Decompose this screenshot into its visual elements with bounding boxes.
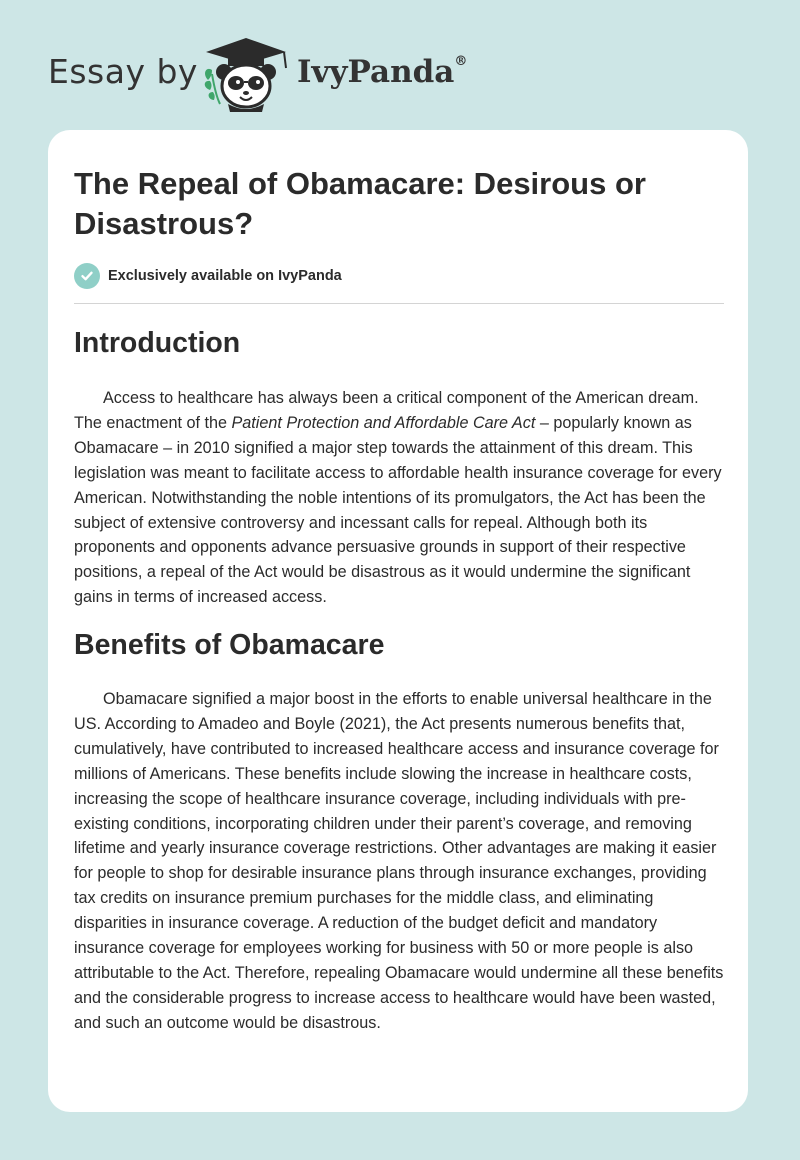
article-title: The Repeal of Obamacare: Desirous or Disastrous? xyxy=(74,166,646,241)
site-header xyxy=(0,0,800,130)
exclusive-badge xyxy=(74,263,342,289)
ivypanda-logo-icon[interactable] xyxy=(200,34,292,112)
check-icon xyxy=(74,263,100,289)
benefits-paragraph: Obamacare signified a major boost in the efforts to enable universal healthcare in the US. According to Amadeo and Boyle (2021), the Act presents numerous benefits that, cumulatively, have contributed to increased healthcare access and insurance coverage for millions of Americans. These benefits include slowing the increase in healthcare costs, increasing the scope of healthcare insurance coverage, including individuals with pre-existing conditions, incorporating children under their parent’s coverage, and removing lifetime and yearly insurance coverage restrictions. Other advantages are making it easier for people to shop for desirable insurance plans through insurance exchanges, providing tax credits on insurance premium purchases for the middle class, and eliminating disparities in insurance coverage. A reduction of the budget deficit and mandatory insurance coverage for employees working for business with 50 or more people is also attributable to the Act. Therefore, repealing Obamacare would undermine all these benefits and the considerable progress to increase access to healthcare would have been wasted, and such an outcome would be disastrous. xyxy=(74,690,724,1032)
paragraph-text: Access to healthcare has always been a critical component of the American dream. The enactment of the xyxy=(74,389,699,432)
section-heading-introduction: Introduction xyxy=(74,327,241,359)
act-name-italic: Patient Protection and Affordable Care Act xyxy=(231,413,536,432)
introduction-paragraph xyxy=(74,386,724,610)
paragraph-text: – popularly known as Obamacare – in 2010 signified a major step towards the attainment of this dream. This legislation was meant to facilitate access to affordable health insurance coverage for every American. Notwithstanding the noble intentions of its promulgators, the Act has been the subject of extensive controversy and incessant calls for repeal. Although both its proponents and opponents advance persuasive grounds in support of their respective positions, a repeal of the Act would be disastrous as it would undermine the significant gains in terms of increased access. xyxy=(74,413,722,607)
article-card xyxy=(48,130,748,1112)
section-heading-benefits: Benefits of Obamacare xyxy=(74,629,385,661)
brand-text: IvyPanda xyxy=(297,54,455,90)
trademark-symbol: ® xyxy=(454,53,468,69)
exclusive-label: Exclusively available on IvyPanda xyxy=(108,268,342,284)
essay-by-label: Essay by xyxy=(48,52,198,91)
brand-name[interactable] xyxy=(297,54,467,90)
divider xyxy=(74,303,724,304)
